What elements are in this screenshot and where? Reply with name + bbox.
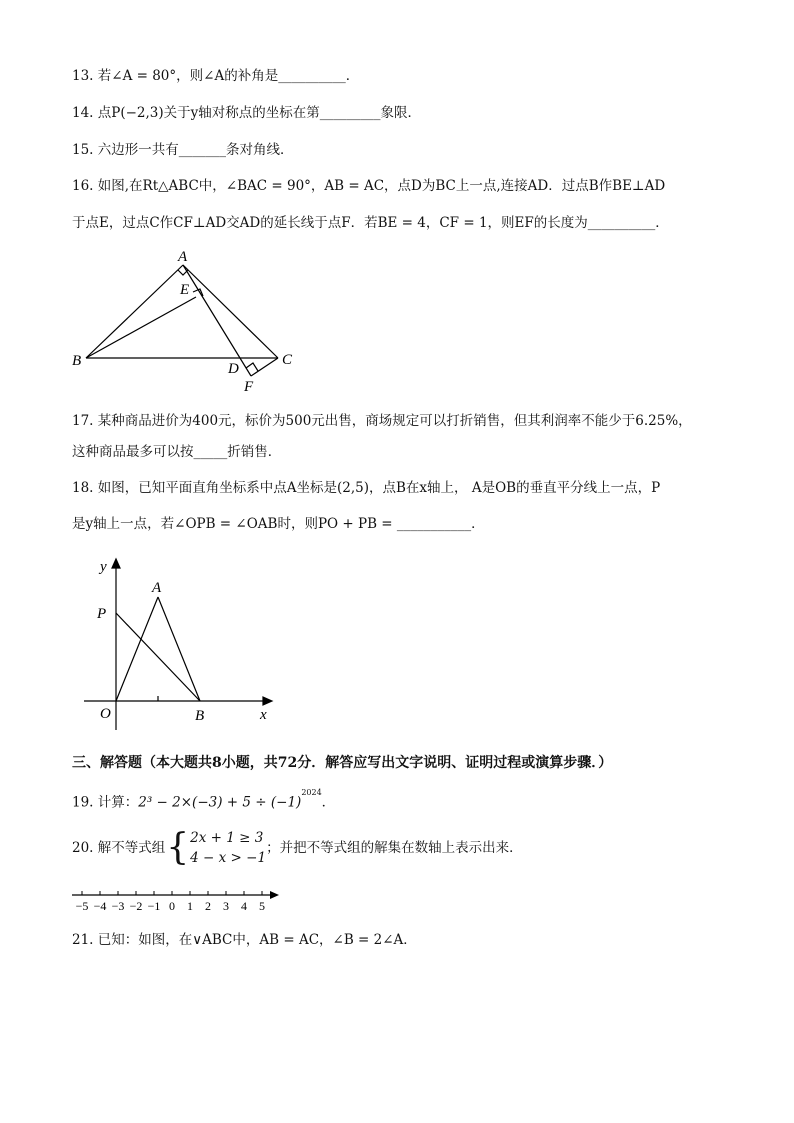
number-line-label: 5 (259, 899, 265, 913)
label-b: B (72, 353, 82, 369)
label-d: D (228, 361, 239, 377)
label-a: A (178, 249, 188, 265)
number-line-label: −2 (129, 899, 143, 913)
question-13-text: 13. 若∠A = 80°，则∠A的补角是__________． (72, 68, 360, 84)
question-19 (72, 789, 335, 813)
question-20-suffix: ；并把不等式组的解集在数轴上表示出来． (266, 840, 523, 856)
inequality-2: 4 − x > −1 (190, 850, 267, 866)
number-line (72, 885, 282, 915)
question-21-text: 21. 已知：如图，在∨ABC中，AB = AC，∠B = 2∠A． (72, 932, 417, 948)
question-17-line-1 (72, 411, 692, 431)
number-line-label: −1 (147, 899, 161, 913)
question-19-suffix: ． (321, 794, 336, 811)
number-line-label: 3 (223, 899, 229, 913)
number-line-label: −4 (93, 899, 107, 913)
question-19-expression: 2³ − 2×(−3) + 5 ÷ (−1) (138, 794, 302, 811)
number-line-label: 2 (205, 899, 211, 913)
label-p: P (97, 606, 107, 622)
question-20 (72, 828, 523, 868)
label-o: O (100, 706, 111, 722)
question-16-line-1 (72, 176, 665, 196)
label-b: B (195, 708, 205, 724)
question-17-text-2: 这种商品最多可以按_____折销售． (72, 444, 282, 460)
right-angle-a (178, 270, 188, 275)
inequality-system (190, 828, 266, 868)
number-line-arrow-icon (270, 891, 279, 899)
segment-ab (86, 265, 183, 358)
x-axis-arrow-icon (263, 697, 272, 705)
inequality-1: 2x + 1 ≥ 3 (190, 830, 264, 846)
question-18-line-1 (72, 478, 660, 498)
segment-ab (158, 597, 200, 701)
question-15-text: 15. 六边形一共有_______条对角线． (72, 142, 294, 158)
question-13 (72, 66, 359, 86)
segment-pb (116, 613, 200, 701)
y-axis-arrow-icon (112, 559, 120, 568)
question-14-text: 14. 点P(−2,3)关于y轴对称点的坐标在第_________象限． (72, 105, 422, 121)
question-19-prefix: 19. 计算： (72, 794, 139, 811)
brace-icon: { (166, 827, 190, 868)
question-17-line-2 (72, 442, 281, 462)
question-15 (72, 140, 294, 160)
number-line-label: 1 (187, 899, 193, 913)
number-line-label: −3 (111, 899, 125, 913)
triangle-figure (66, 244, 306, 394)
coordinate-figure (80, 555, 280, 730)
label-f: F (244, 379, 254, 394)
question-19-exponent: 2024 (301, 788, 322, 797)
segment-be (86, 297, 196, 358)
number-line-label: 0 (169, 899, 175, 913)
question-16-line-2 (72, 213, 669, 233)
question-20-prefix: 20. 解不等式组 (72, 840, 166, 856)
question-16-text-2: 于点E，过点C作CF⊥AD交AD的延长线于点F．若BE = 4，CF = 1，则EF的长度为__________． (72, 215, 669, 231)
question-17-text-1: 17. 某种商品进价为400元，标价为500元出售，商场规定可以打折销售，但其利润率不能少于6.25%， (72, 413, 692, 429)
question-18-text-1: 18. 如图，已知平面直角坐标系中点A坐标是(2,5)，点B在x轴上， A是OB的垂直平分线上一点，P (72, 480, 661, 496)
label-e: E (180, 282, 190, 298)
section-3-heading: 三、解答题（本大题共8小题，共72分．解答应写出文字说明、证明过程或演算步骤．） (72, 755, 613, 771)
question-18-text-2: 是y轴上一点，若∠OPB = ∠OAB时，则PO + PB = ___________． (72, 516, 485, 532)
question-18-line-2 (72, 514, 485, 534)
number-line-label: −5 (75, 899, 89, 913)
segment-oa (116, 597, 158, 701)
question-14 (72, 103, 421, 123)
number-line-label: 4 (241, 899, 247, 913)
label-y: y (100, 559, 107, 575)
label-a: A (152, 580, 162, 596)
question-16-text-1: 16. 如图,在Rt△ABC中，∠BAC = 90°，AB = AC，点D为BC上一点,连接AD．过点B作BE⊥AD (72, 178, 666, 194)
segment-ac (183, 265, 278, 358)
label-c: C (282, 352, 293, 368)
label-x: x (260, 707, 267, 723)
question-21 (72, 930, 417, 950)
segment-af (183, 265, 251, 376)
